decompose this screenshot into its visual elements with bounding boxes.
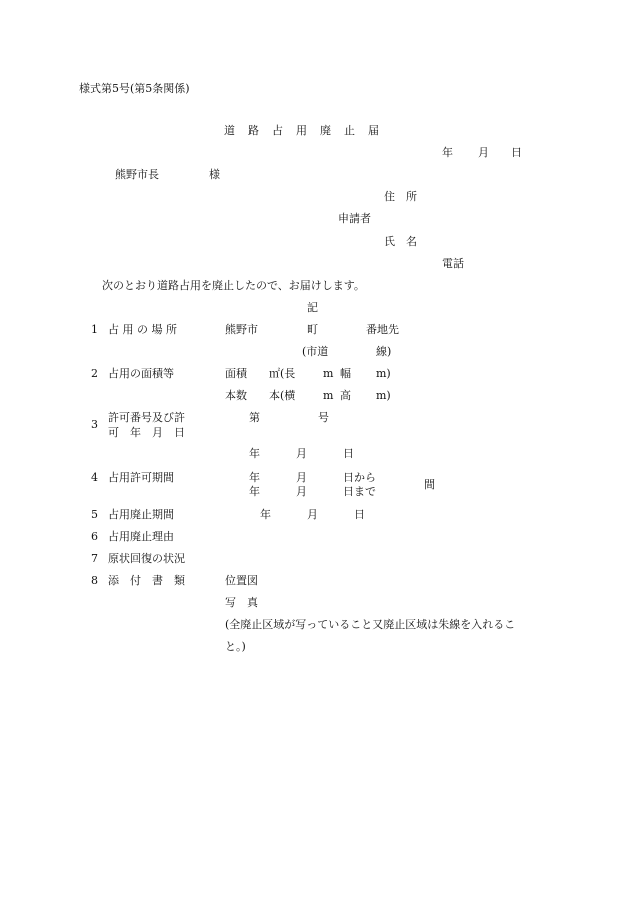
item-3-number: 3: [91, 418, 98, 431]
item-1-label: 占 用 の 場 所: [108, 323, 177, 336]
item-2-m-d: m): [376, 389, 391, 402]
item-3-dai: 第: [249, 411, 260, 424]
item-4-from-year: 年: [249, 471, 260, 484]
item-1-banchi: 番地先: [366, 323, 399, 336]
item-2-taka: 高: [340, 389, 351, 402]
intro-text: 次のとおり道路占用を廃止したので、お届けします。: [102, 279, 365, 292]
applicant-label: 申請者: [338, 212, 371, 225]
item-2-haba: 幅: [340, 367, 351, 380]
ki-label: 記: [307, 301, 318, 314]
item-2-label: 占用の面積等: [108, 367, 174, 380]
item-4-to-year: 年: [249, 485, 260, 498]
item-2-m-c: m: [323, 389, 334, 402]
item-4-to-day: 日まで: [343, 485, 376, 498]
item-8-doc-photo: 写 真: [225, 596, 258, 609]
date-year-label: 年: [442, 146, 453, 159]
applicant-phone-label: 電話: [442, 257, 464, 270]
item-8-number: 8: [91, 574, 98, 587]
item-4-from-day: 日から: [343, 471, 376, 484]
item-4-from-month: 月: [296, 471, 307, 484]
item-5-label: 占用廃止期間: [108, 508, 174, 521]
item-1-number: 1: [91, 323, 98, 336]
form-number: 様式第5号(第5条関係): [79, 82, 190, 95]
item-5-year: 年: [260, 508, 271, 521]
document-title: 道 路 占 用 廃 止 届: [224, 124, 380, 137]
item-8-note-line2: と。): [225, 640, 246, 653]
addressee-mayor: 熊野市長: [115, 168, 159, 181]
item-2-m-a: m: [323, 367, 334, 380]
item-5-month: 月: [307, 508, 318, 521]
item-2-m2: ㎡(長: [269, 367, 296, 380]
item-2-hon: 本(横: [269, 389, 296, 402]
item-7-label: 原状回復の状況: [108, 552, 185, 565]
date-day-label: 日: [511, 146, 522, 159]
item-4-kan: 間: [424, 478, 435, 491]
item-1-town: 町: [307, 323, 318, 336]
item-8-doc-location-map: 位置図: [225, 574, 258, 587]
item-5-day: 日: [354, 508, 365, 521]
item-8-note-line1: (全廃止区域が写っていること又廃止区域は朱線を入れるこ: [225, 618, 516, 631]
item-2-count: 本数: [225, 389, 247, 402]
item-2-area: 面積: [225, 367, 247, 380]
item-3-day: 日: [343, 447, 354, 460]
addressee-honorific: 様: [209, 168, 220, 181]
item-4-to-month: 月: [296, 485, 307, 498]
item-6-label: 占用廃止理由: [108, 530, 174, 543]
date-month-label: 月: [478, 146, 489, 159]
item-7-number: 7: [91, 552, 98, 565]
item-3-go: 号: [318, 411, 329, 424]
item-6-number: 6: [91, 530, 98, 543]
applicant-address-label: 住 所: [384, 190, 417, 203]
item-5-number: 5: [91, 508, 98, 521]
item-3-label-line1: 許可番号及び許: [108, 411, 185, 424]
item-3-year: 年: [249, 447, 260, 460]
item-8-label: 添 付 書 類: [108, 574, 185, 587]
item-3-month: 月: [296, 447, 307, 460]
item-4-number: 4: [91, 471, 98, 484]
item-1-road-close: 線): [376, 345, 392, 358]
item-1-city: 熊野市: [225, 323, 258, 336]
applicant-name-label: 氏 名: [384, 235, 417, 248]
item-4-label: 占用許可期間: [108, 471, 174, 484]
item-3-label-line2: 可 年 月 日: [108, 426, 185, 439]
item-1-road-open: (市道: [302, 345, 329, 358]
item-2-number: 2: [91, 367, 98, 380]
item-2-m-b: m): [376, 367, 391, 380]
